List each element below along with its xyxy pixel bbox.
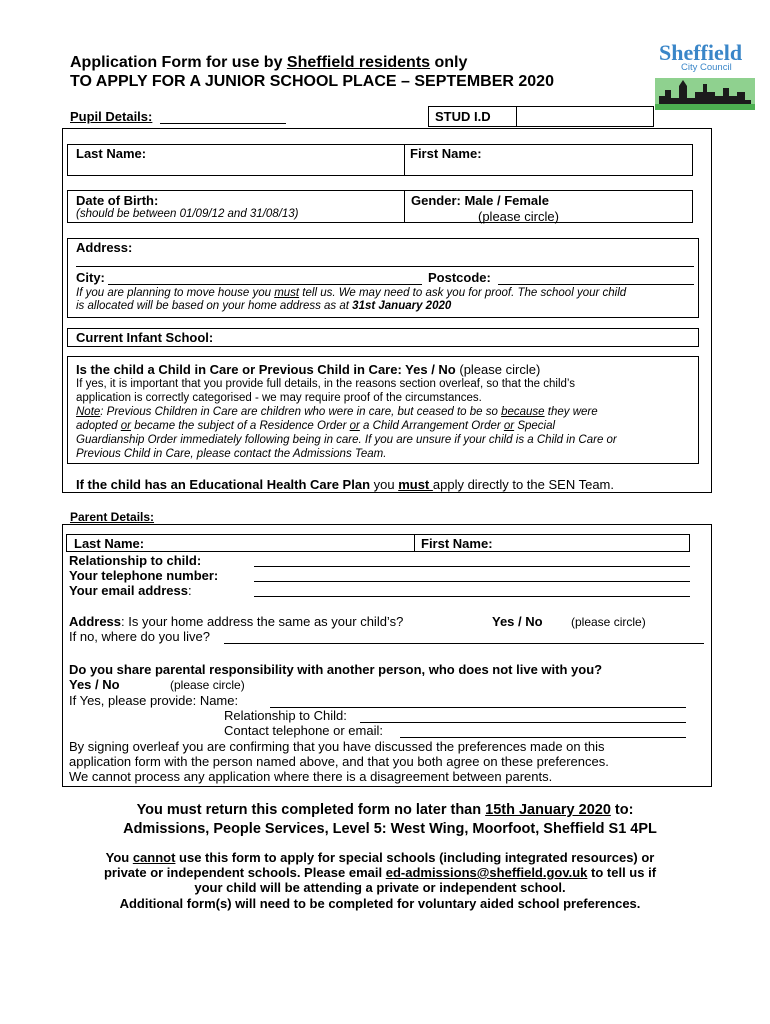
telephone-input-line[interactable] bbox=[254, 568, 690, 582]
signing-note-2: application form with the person named above, and that you both agree on these preferences. bbox=[69, 754, 609, 769]
logo-wordmark: Sheffield bbox=[659, 40, 743, 65]
email-input-line[interactable] bbox=[254, 583, 690, 597]
child-in-care-question[interactable]: Is the child a Child in Care or Previous Child in Care: Yes / No (please circle) bbox=[76, 362, 541, 377]
special-schools-note: You cannot use this form to apply for special schools (including integrated resources) or bbox=[105, 850, 655, 865]
telephone-label: Your telephone number: bbox=[69, 568, 219, 583]
dob-field[interactable]: Date of Birth: bbox=[76, 193, 159, 208]
pupil-first-name-field[interactable]: First Name: bbox=[410, 146, 482, 161]
parent-name-row bbox=[66, 534, 690, 552]
private-schools-note: private or independent schools. Please email ed-admissions@sheffield.gov.uk to tell us if bbox=[103, 865, 657, 880]
care-text-2: application is correctly categorised - we may require proof of the circumstances. bbox=[76, 392, 482, 404]
parent-details-label: Parent Details: bbox=[70, 510, 155, 524]
shared-responsibility-question: Do you share parental responsibility with another person, who does not live with you? bbox=[69, 662, 603, 677]
shared-responsibility-yes-no[interactable]: Yes / No bbox=[69, 677, 120, 692]
same-address-note: (please circle) bbox=[571, 615, 646, 629]
care-text-3: Note: Previous Children in Care are children who were in care, but ceased to be so because they were bbox=[76, 406, 598, 418]
logo-subtitle: City Council bbox=[681, 62, 732, 73]
relationship-input-line[interactable] bbox=[254, 553, 690, 567]
form-title: Application Form for use by Sheffield residents only bbox=[70, 54, 468, 71]
dob-note: (should be between 01/09/12 and 31/08/13) bbox=[76, 208, 299, 220]
private-schools-note-2: your child will be attending a private or independent school. bbox=[194, 880, 566, 895]
ehcp-note: If the child has an Educational Health Care Plan you must apply directly to the SEN Team. bbox=[76, 477, 614, 492]
voluntary-aided-note: Additional form(s) will need to be completed for voluntary aided school preferences. bbox=[119, 896, 641, 911]
other-name-label: If Yes, please provide: Name: bbox=[69, 693, 239, 708]
shared-responsibility-note: (please circle) bbox=[170, 678, 245, 692]
infant-school-label: Current Infant School: bbox=[76, 330, 214, 345]
relationship-label: Relationship to child: bbox=[69, 553, 202, 568]
stud-id-label-box: STUD I.D bbox=[428, 106, 517, 127]
pupil-name-row bbox=[67, 144, 693, 176]
care-text-6: Previous Child in Care, please contact the Admissions Team. bbox=[76, 448, 387, 460]
other-contact-label: Contact telephone or email: bbox=[224, 723, 383, 738]
pupil-details-label: Pupil Details: bbox=[70, 109, 153, 124]
postcode-label: Postcode: bbox=[428, 270, 491, 285]
move-note-2: is allocated will be based on your home address as at 31st January 2020 bbox=[76, 300, 452, 312]
parent-first-name-field[interactable]: First Name: bbox=[421, 536, 493, 551]
return-deadline: You must return this completed form no later than 15th January 2020 to: bbox=[136, 802, 634, 818]
form-subtitle: TO APPLY FOR A JUNIOR SCHOOL PLACE – SEPTEMBER 2020 bbox=[70, 73, 554, 90]
email-label: Your email address: bbox=[69, 583, 192, 598]
other-relationship-label: Relationship to Child: bbox=[224, 708, 347, 723]
postcode-input-line[interactable] bbox=[498, 270, 694, 285]
stud-id-field[interactable] bbox=[516, 106, 654, 127]
signing-note-3: We cannot process any application where there is a disagreement between parents. bbox=[69, 769, 553, 784]
parent-last-name-field[interactable]: Last Name: bbox=[74, 536, 145, 551]
admissions-email-link[interactable]: ed-admissions@sheffield.gov.uk bbox=[385, 865, 588, 880]
move-note-1: If you are planning to move house you must tell us. We may need to ask you for proof. The school your child bbox=[76, 287, 627, 299]
where-live-label: If no, where do you live? bbox=[69, 629, 210, 644]
other-contact-input-line[interactable] bbox=[400, 723, 686, 738]
address-label: Address: bbox=[76, 240, 133, 255]
city-label: City: bbox=[76, 270, 105, 285]
address-input-line[interactable] bbox=[76, 254, 694, 267]
where-live-input-line[interactable] bbox=[224, 629, 704, 644]
care-text-5: Guardianship Order immediately following being in care. If you are unsure if your child is a Child in Care or bbox=[76, 434, 617, 446]
same-address-yes-no[interactable]: Yes / No bbox=[492, 614, 543, 629]
city-skyline-icon bbox=[655, 74, 755, 110]
signing-note-1: By signing overleaf you are confirming that you have discussed the preferences made on this bbox=[69, 739, 605, 754]
other-name-input-line[interactable] bbox=[270, 693, 686, 708]
return-address: Admissions, People Services, Level 5: West Wing, Moorfoot, Sheffield S1 4PL bbox=[123, 821, 657, 837]
other-relationship-input-line[interactable] bbox=[360, 708, 686, 723]
care-text-4: adopted or became the subject of a Residence Order or a Child Arrangement Order or Special bbox=[76, 420, 556, 432]
same-address-question: Address: Is your home address the same as your child’s? bbox=[69, 614, 404, 629]
council-logo bbox=[653, 40, 758, 112]
city-input-line[interactable] bbox=[108, 270, 422, 285]
care-text-1: If yes, it is important that you provide full details, in the reasons section overleaf, so that the child’s bbox=[76, 378, 576, 390]
gender-note: (please circle) bbox=[478, 209, 559, 224]
pupil-last-name-field[interactable]: Last Name: bbox=[76, 146, 147, 161]
gender-field[interactable]: Gender: Male / Female bbox=[411, 193, 549, 208]
